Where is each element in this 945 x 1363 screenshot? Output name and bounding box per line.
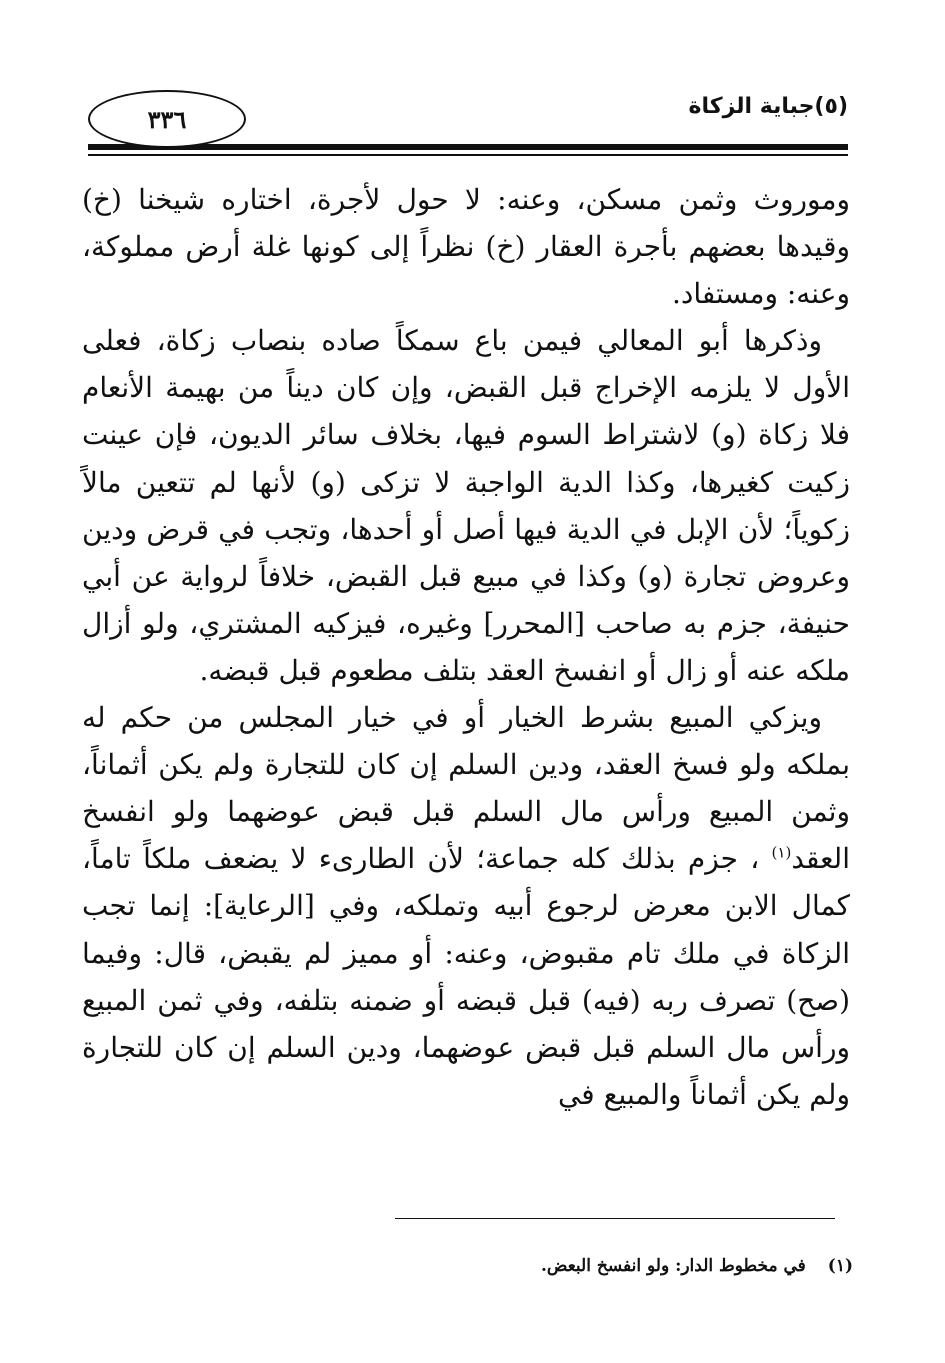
paragraph-3-part-2: ، جزم بذلك كله جماعة؛ لأن الطارىء لا يضعف ملكاً تاماً، كمال الابن معرض لرجوع أبيه وتملكه، وفي [الرعاية]: إنما تجب الزكاة في ملك تام مقبوض، وعنه: أو مميز لم يقبض، قال: وفيما (صح) تصرف ربه (فيه) قبل قبضه أو ضمنه بتلفه، وفي ثمن المبيع ورأس مال السلم قبل قبض عوضهما، ودين السلم إن كان للتجارة ولم يكن أثماناً والمبيع في [82,842,850,1111]
page-number-oval [88,90,246,148]
paragraph-2: وذكرها أبو المعالي فيمن باع سمكاً صاده بنصاب زكاة، فعلى الأول لا يلزمه الإخراج قبل القبض، وإن كان ديناً من بهيمة الأنعام فلا زكاة (و) لاشتراط السوم فيها، بخلاف سائر الديون، فإن عينت زكيت كغيرها، وكذا الدية الواجبة لا تزكى (و) لأنها لم تتعين مالاً زكوياً؛ لأن الإبل في الدية فيها أصل أو أحدها، وتجب في قرض ودين وعروض تجارة (و) وكذا في مبيع قبل القبض، خلافاً لرواية عن أبي حنيفة، جزم به صاحب [المحرر] وغيره، فيزكيه المشتري، ولو أزال ملكه عنه أو زال أو انفسخ العقد بتلف مطعوم قبل قبضه. [82,324,851,687]
paragraph-3-part-1: ويزكي المبيع بشرط الخيار أو في خيار المجلس من حكم له بملكه ولو فسخ العقد، ودين السلم إن كان للتجارة ولم يكن أثماناً، وثمن المبيع ورأس مال السلم قبل قبض عوضهما ولو انفسخ العقد [82,701,850,876]
footnote-reference: (١) [771,843,792,862]
paragraph-3 [82,694,850,1118]
footnote [541,1256,853,1276]
footnote-number: (١) [827,1256,853,1276]
main-text [82,176,850,1118]
header-rule-thin [88,154,848,156]
running-title: (٥)جباية الزكاة [688,94,848,119]
page-header [88,88,848,158]
footnote-text: في مخطوط الدار: ولو انفسخ البعض. [540,1256,806,1276]
footnote-separator [395,1218,835,1219]
paragraph-1: وموروث وثمن مسكن، وعنه: لا حول لأجرة، اختاره شيخنا (خ) وقيدها بعضهم بأجرة العقار (خ) نظراً إلى كونها غلة أرض مملوكة، وعنه: ومستفاد. [82,183,850,311]
page-number: ٣٣٦ [147,104,187,134]
